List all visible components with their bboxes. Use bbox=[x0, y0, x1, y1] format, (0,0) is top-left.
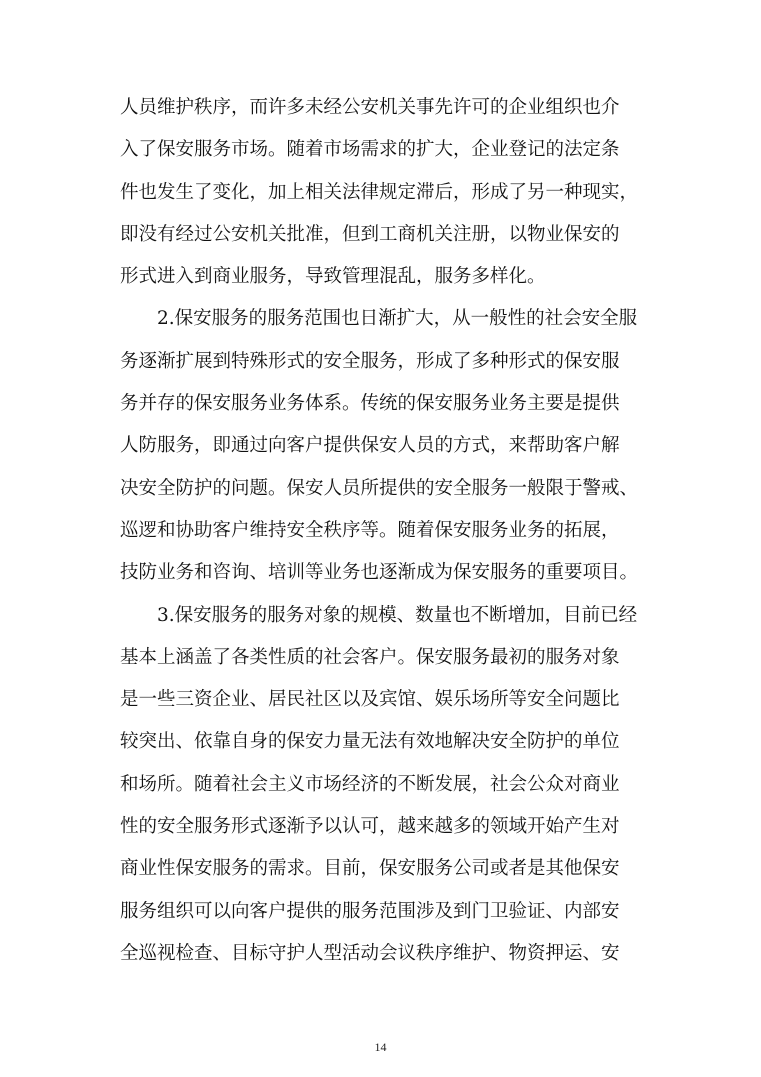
text-line: 技防业务和咨询、培训等业务也逐渐成为保安服务的重要项目。 bbox=[120, 562, 639, 584]
text-line: 和场所。随着社会主义市场经济的不断发展，社会公众对商业 bbox=[120, 773, 620, 795]
paragraph-3-first-line: 3.保安服务的服务对象的规模、数量也不断增加，目前已经 bbox=[157, 604, 638, 626]
text-line: 形式进入到商业服务，导致管理混乱，服务多样化。 bbox=[120, 266, 546, 288]
text-line: 人员维护秩序，而许多未经公安机关事先许可的企业组织也介 bbox=[120, 97, 620, 118]
text-line: 入了保安服务市场。随着市场需求的扩大，企业登记的法定条 bbox=[120, 139, 620, 161]
text-line: 务并存的保安服务业务体系。传统的保安服务业务主要是提供 bbox=[120, 393, 620, 415]
paragraph-2-first-line: 2.保安服务的服务范围也日渐扩大，从一般性的社会安全服 bbox=[157, 308, 638, 330]
page-number: 14 bbox=[374, 1040, 387, 1054]
body-text bbox=[120, 87, 650, 975]
text-line: 件也发生了变化，加上相关法律规定滞后，形成了另一种现实， bbox=[120, 181, 639, 203]
text-line: 务逐渐扩展到特殊形式的安全服务，形成了多种形式的保安服 bbox=[120, 350, 620, 372]
text-line: 商业性保安服务的需求。目前，保安服务公司或者是其他保安 bbox=[120, 858, 620, 880]
text-line: 全巡视检查、目标守护人型活动会议秩序维护、物资押运、安 bbox=[120, 942, 620, 964]
text-line: 人防服务，即通过向客户提供保安人员的方式，来帮助客户解 bbox=[120, 435, 620, 457]
text-line: 基本上涵盖了各类性质的社会客户。保安服务最初的服务对象 bbox=[120, 646, 620, 668]
text-line: 巡逻和协助客户维持安全秩序等。随着保安服务业务的拓展， bbox=[120, 519, 620, 541]
text-line: 较突出、依靠自身的保安力量无法有效地解决安全防护的单位 bbox=[120, 731, 620, 753]
text-line: 性的安全服务形式逐渐予以认可，越来越多的领域开始产生对 bbox=[120, 816, 620, 838]
text-line: 决安全防护的问题。保安人员所提供的安全服务一般限于警戒、 bbox=[120, 477, 639, 499]
text-line: 服务组织可以向客户提供的服务范围涉及到门卫验证、内部安 bbox=[120, 900, 620, 922]
text-line: 即没有经过公安机关批准，但到工商机关注册，以物业保安的 bbox=[120, 223, 620, 245]
text-line: 是一些三资企业、居民社区以及宾馆、娱乐场所等安全问题比 bbox=[120, 689, 620, 711]
